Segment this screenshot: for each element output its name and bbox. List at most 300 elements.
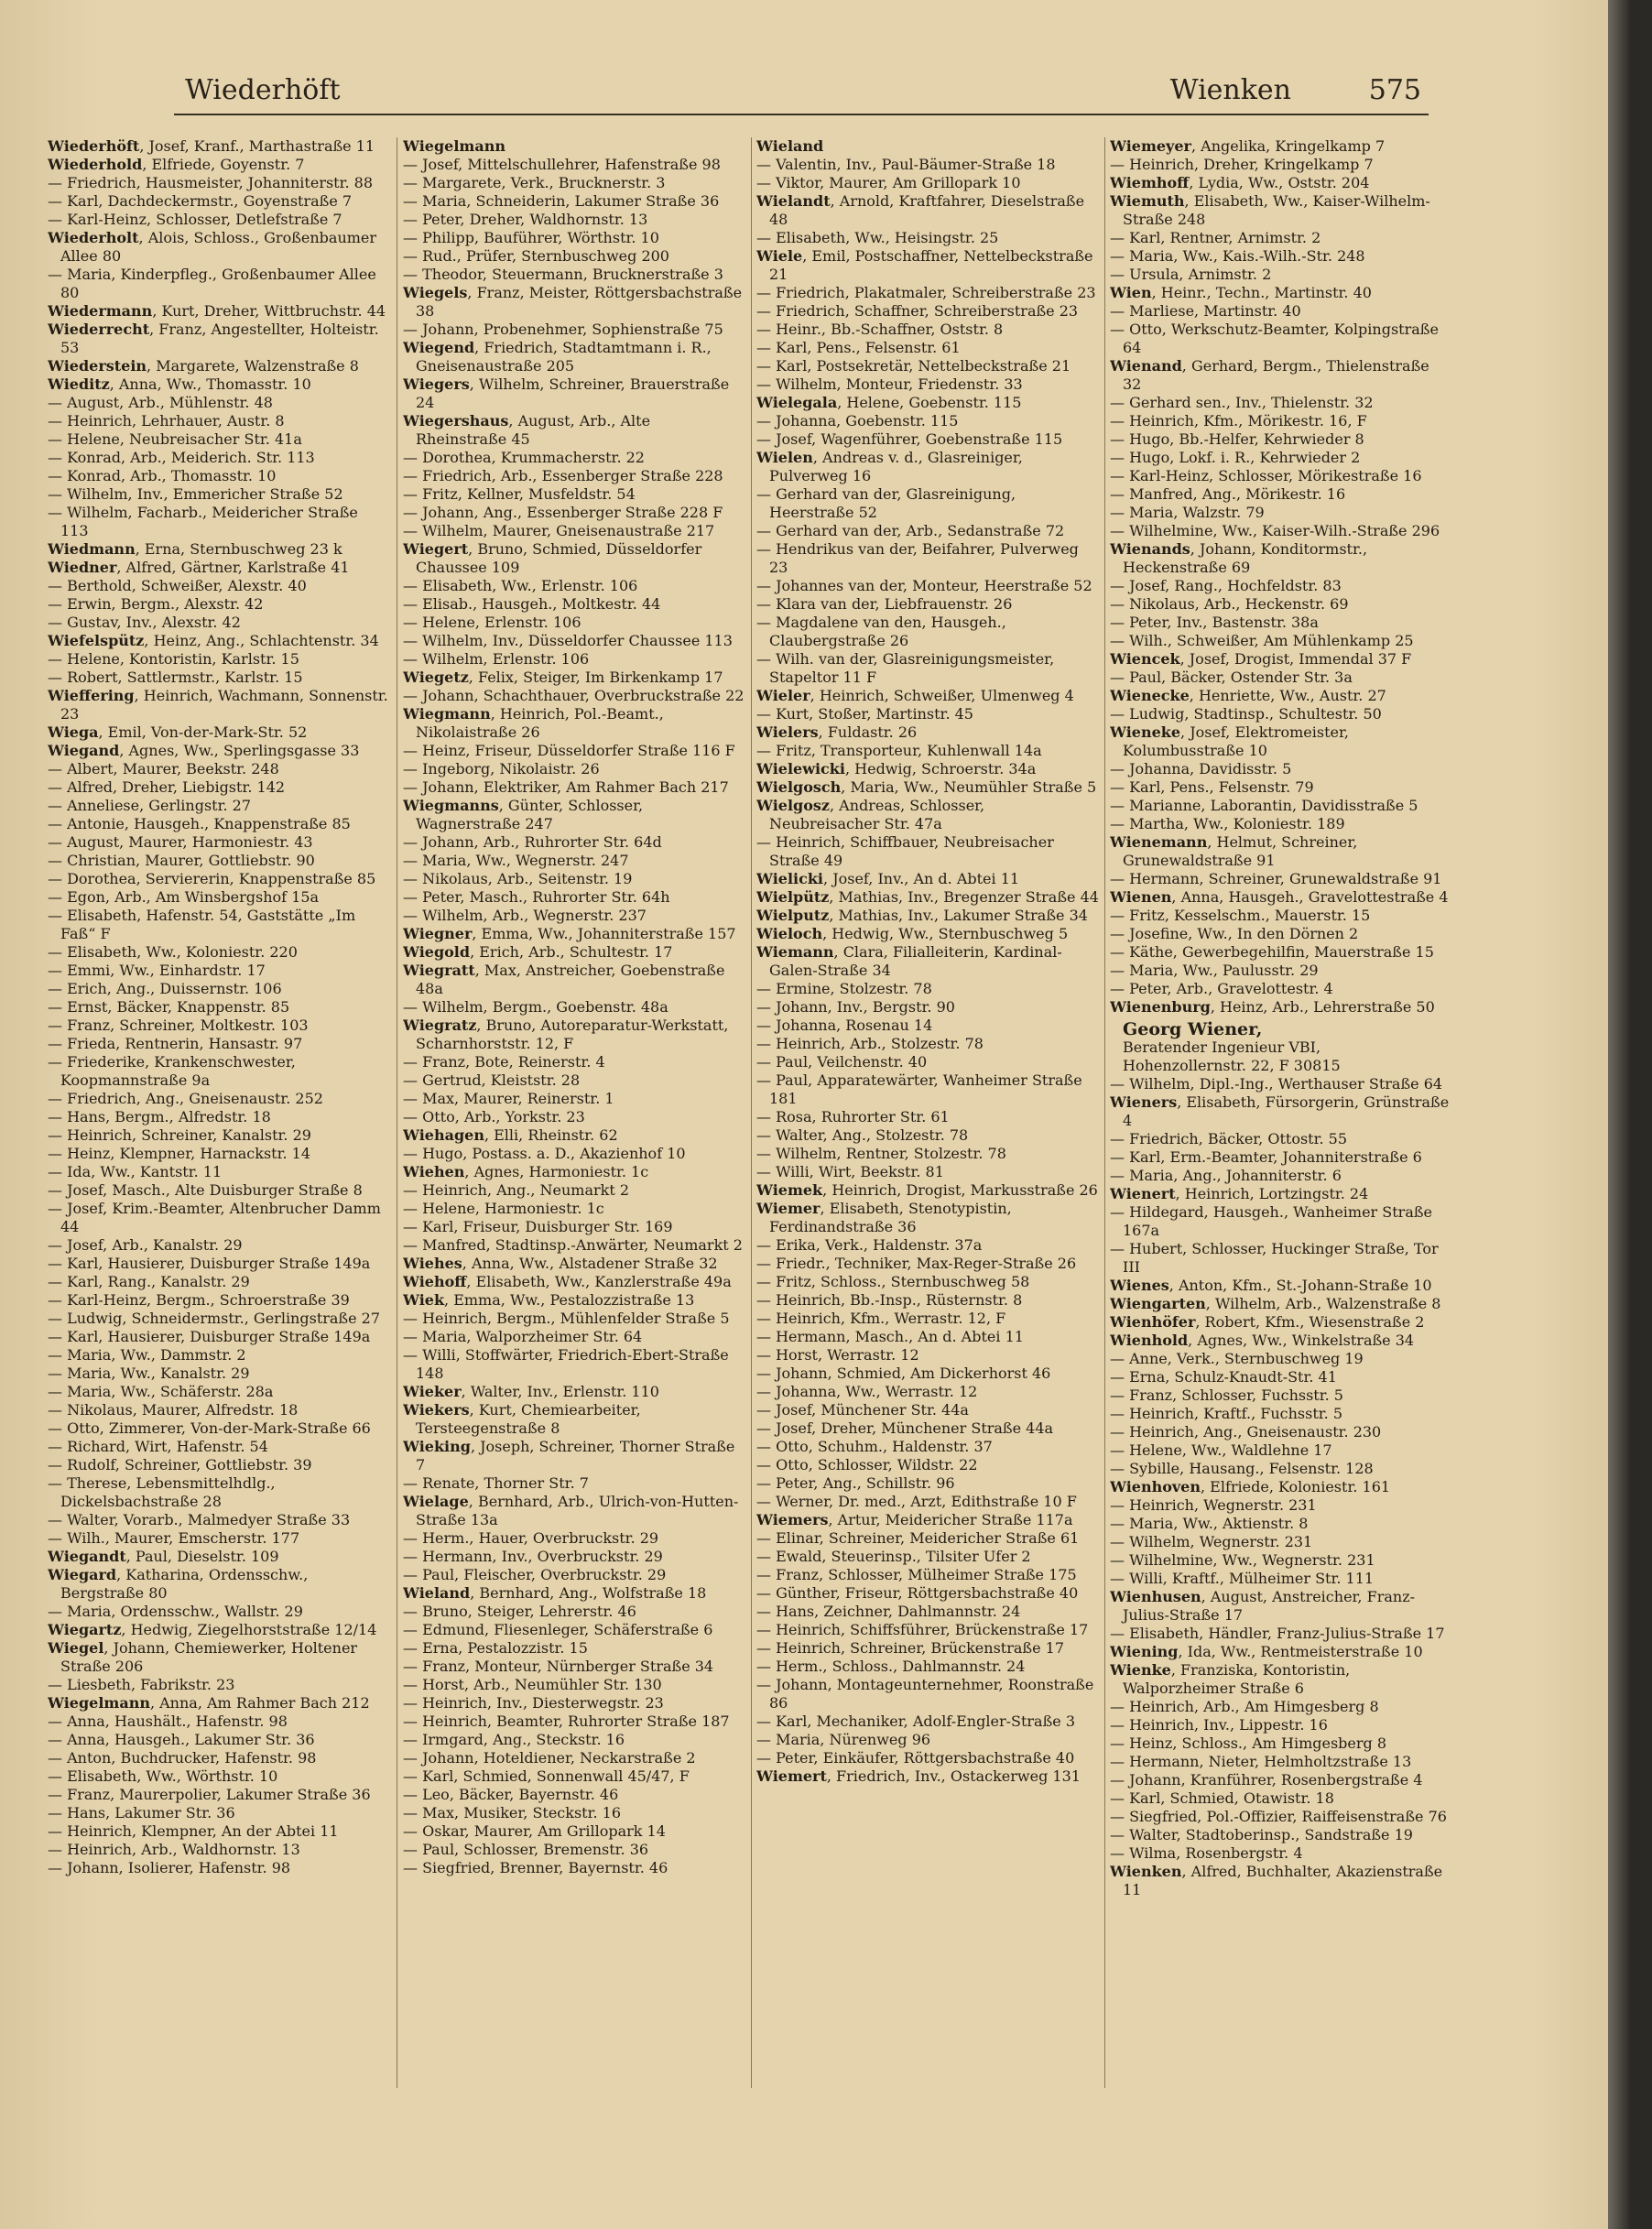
entry-details: — Peter, Einkäufer, Röttgersbachstraße 40 bbox=[756, 1749, 1075, 1767]
directory-entry bbox=[403, 1474, 745, 1493]
directory-entry bbox=[756, 540, 1099, 577]
entry-details: , Felix, Steiger, Im Birkenkamp 17 bbox=[468, 669, 723, 686]
directory-entry bbox=[756, 156, 1099, 174]
directory-entry bbox=[48, 559, 390, 577]
directory-entry bbox=[1110, 137, 1452, 156]
directory-entry bbox=[48, 137, 390, 156]
directory-entry bbox=[1110, 1167, 1452, 1185]
entry-details: — Friedrich, Schaffner, Schreiberstraße 23 bbox=[756, 302, 1079, 320]
directory-entry bbox=[1110, 888, 1452, 907]
entry-details: , Heinz, Arb., Lehrerstraße 50 bbox=[1210, 998, 1435, 1016]
entry-details: , Heinrich, Wachmann, Sonnenstr. 23 bbox=[60, 687, 388, 723]
entry-details: — Johann, Schmied, Am Dickerhorst 46 bbox=[756, 1365, 1051, 1382]
directory-entry bbox=[403, 1310, 745, 1328]
directory-entry bbox=[48, 595, 390, 614]
entry-details: , Franz, Meister, Röttgersbachstraße 38 bbox=[416, 284, 743, 320]
entry-details: — Anne, Verk., Sternbuschweg 19 bbox=[1110, 1350, 1364, 1367]
directory-entry bbox=[756, 870, 1099, 888]
directory-entry bbox=[48, 687, 390, 723]
entry-details: — Renate, Thorner Str. 7 bbox=[403, 1474, 589, 1492]
directory-entry bbox=[1110, 321, 1452, 357]
entry-details: — Josef, Arb., Kanalstr. 29 bbox=[48, 1236, 243, 1254]
entry-details: — Otto, Arb., Yorkstr. 23 bbox=[403, 1108, 585, 1125]
entry-details: — Gerhard sen., Inv., Thielenstr. 32 bbox=[1110, 394, 1374, 411]
entry-details: — Erich, Ang., Duissernstr. 106 bbox=[48, 980, 282, 997]
directory-entry bbox=[1110, 1368, 1452, 1386]
directory-entry bbox=[756, 1713, 1099, 1731]
entry-details: — Walter, Vorarb., Malmedyer Straße 33 bbox=[48, 1511, 351, 1528]
entry-details: , Alois, Schloss., Großenbaumer Allee 80 bbox=[60, 229, 377, 265]
entry-details: — Peter, Dreher, Waldhornstr. 13 bbox=[403, 211, 648, 228]
entry-details: — Peter, Ang., Schillstr. 96 bbox=[756, 1474, 955, 1492]
directory-entry bbox=[756, 1511, 1099, 1529]
directory-entry bbox=[48, 1767, 390, 1786]
entry-details: , Mathias, Inv., Bregenzer Straße 44 bbox=[829, 888, 1099, 906]
entry-details: — Paul, Fleischer, Overbruckstr. 29 bbox=[403, 1566, 667, 1583]
directory-entry bbox=[48, 302, 390, 321]
entry-surname: Wienhöfer bbox=[1110, 1313, 1196, 1331]
entry-details: , Heinrich, Drogist, Markusstraße 26 bbox=[822, 1181, 1098, 1199]
entry-details: , Franz, Angestellter, Holteistr. 53 bbox=[60, 321, 379, 356]
entry-details: — Hermann, Nieter, Helmholtzstraße 13 bbox=[1110, 1753, 1412, 1770]
directory-entry bbox=[1110, 522, 1452, 540]
directory-entry bbox=[1110, 705, 1452, 723]
directory-entry bbox=[1110, 1130, 1452, 1148]
directory-entry bbox=[1110, 1844, 1452, 1863]
directory-entry bbox=[1110, 1240, 1452, 1277]
directory-entry bbox=[756, 1383, 1099, 1401]
directory-entry bbox=[48, 815, 390, 833]
entry-surname: Wiemer bbox=[756, 1200, 821, 1217]
entry-details: — Valentin, Inv., Paul-Bäumer-Straße 18 bbox=[756, 156, 1056, 173]
directory-entry bbox=[756, 284, 1099, 302]
entry-details: , Kurt, Dreher, Wittbruchstr. 44 bbox=[152, 302, 386, 320]
entry-details: — Horst, Werrastr. 12 bbox=[756, 1346, 919, 1364]
directory-entry bbox=[403, 1749, 745, 1767]
directory-entry bbox=[756, 1365, 1099, 1383]
entry-details: — Willi, Wirt, Beekstr. 81 bbox=[756, 1163, 944, 1180]
directory-entry bbox=[756, 1676, 1099, 1713]
entry-details: , Wilhelm, Schreiner, Brauerstraße 24 bbox=[416, 375, 730, 411]
entry-surname: Wiele bbox=[756, 247, 803, 265]
entry-details: , Günter, Schlosser, Wagnerstraße 247 bbox=[416, 797, 644, 832]
entry-surname: Wiegert bbox=[403, 540, 469, 558]
entry-details: — Maria, Ww., Kais.-Wilh.-Str. 248 bbox=[1110, 247, 1365, 265]
directory-entry bbox=[1110, 1588, 1452, 1625]
entry-surname: Wiegold bbox=[403, 943, 471, 961]
entry-details: , Josef, Inv., An d. Abtei 11 bbox=[823, 870, 1020, 887]
entry-details: — Wilhelm, Rentner, Stolzestr. 78 bbox=[756, 1145, 1006, 1162]
entry-details: — Karl, Hausierer, Duisburger Straße 149a bbox=[48, 1255, 371, 1272]
entry-surname: Wiegend bbox=[403, 339, 475, 356]
entry-details: — August, Arb., Mühlenstr. 48 bbox=[48, 394, 273, 411]
directory-entry bbox=[756, 174, 1099, 192]
entry-surname: Wieland bbox=[756, 137, 824, 155]
entry-details: — Wilhelm, Bergm., Goebenstr. 48a bbox=[403, 998, 668, 1016]
entry-details: , Alfred, Gärtner, Karlstraße 41 bbox=[116, 559, 350, 576]
entry-surname: Wiederhöft bbox=[48, 137, 140, 155]
entry-details: , Andreas, Schlosser, Neubreisacher Str. 47a bbox=[769, 797, 985, 832]
entry-details: , Henriette, Ww., Austr. 27 bbox=[1189, 687, 1386, 704]
entry-details: — Wilh., Schweißer, Am Mühlenkamp 25 bbox=[1110, 632, 1414, 649]
entry-details: — Heinrich, Bergm., Mühlenfelder Straße 5 bbox=[403, 1310, 730, 1327]
entry-details: — Alfred, Dreher, Liebigstr. 142 bbox=[48, 778, 286, 796]
entry-surname: Wiemek bbox=[756, 1181, 823, 1199]
entry-surname: Wiegartz bbox=[48, 1621, 122, 1638]
entry-details: — Hildegard, Hausgeh., Wanheimer Straße 167a bbox=[1110, 1203, 1433, 1239]
entry-details: — Karl-Heinz, Bergm., Schroerstraße 39 bbox=[48, 1291, 350, 1309]
directory-entry bbox=[403, 504, 745, 522]
header-first-name: Wiederhöft bbox=[185, 74, 341, 106]
directory-entry bbox=[756, 833, 1099, 870]
entry-details: — Josef, Rang., Hochfeldstr. 83 bbox=[1110, 577, 1342, 594]
entry-surname: Wiegers bbox=[403, 375, 470, 393]
directory-entry bbox=[48, 1859, 390, 1877]
directory-entry bbox=[403, 485, 745, 504]
entry-details: — Heinrich, Schiffsführer, Brückenstraße 17 bbox=[756, 1621, 1089, 1638]
directory-entry bbox=[48, 797, 390, 815]
directory-entry bbox=[1110, 430, 1452, 449]
directory-entry bbox=[403, 1566, 745, 1584]
column-3 bbox=[756, 137, 1099, 2102]
entry-details: — Frieda, Rentnerin, Hansastr. 97 bbox=[48, 1035, 303, 1052]
directory-entry bbox=[403, 192, 745, 211]
entry-details: , Helene, Goebenstr. 115 bbox=[837, 394, 1022, 411]
directory-entry bbox=[403, 1255, 745, 1273]
entry-surname: Wiegard bbox=[48, 1566, 117, 1583]
directory-entry bbox=[1110, 1148, 1452, 1167]
entry-details: — Otto, Schlosser, Wildstr. 22 bbox=[756, 1456, 978, 1473]
entry-details: — Heinrich, Beamter, Ruhrorter Straße 187 bbox=[403, 1713, 730, 1730]
directory-entry bbox=[1110, 1386, 1452, 1405]
directory-entry bbox=[403, 907, 745, 925]
entry-surname: Wiengarten bbox=[1110, 1295, 1206, 1312]
directory-entry bbox=[756, 1584, 1099, 1603]
entry-details: — Theodor, Steuermann, Brucknerstraße 3 bbox=[403, 266, 723, 283]
entry-details: — Helene, Neubreisacher Str. 41a bbox=[48, 430, 302, 448]
entry-details: — Anna, Haushält., Hafenstr. 98 bbox=[48, 1713, 288, 1730]
directory-entry bbox=[756, 1438, 1099, 1456]
directory-entry bbox=[1110, 1277, 1452, 1295]
directory-entry bbox=[1110, 962, 1452, 980]
entry-details: , Bruno, Schmied, Düsseldorfer Chaussee 109 bbox=[416, 540, 702, 576]
entry-surname: Wiegelmann bbox=[48, 1694, 150, 1712]
entry-details: — Friedrich, Ang., Gneisenaustr. 252 bbox=[48, 1090, 323, 1107]
entry-details: — Franz, Maurerpolier, Lakumer Straße 36 bbox=[48, 1786, 371, 1803]
directory-entry bbox=[403, 852, 745, 870]
entry-surname: Wiedner bbox=[48, 559, 117, 576]
entry-details: — Johann, Schachthauer, Overbruckstraße 22 bbox=[403, 687, 744, 704]
entry-details: — Karl, Pens., Felsenstr. 79 bbox=[1110, 778, 1314, 796]
directory-entry bbox=[756, 797, 1099, 833]
entry-details: — Gustav, Inv., Alexstr. 42 bbox=[48, 614, 241, 631]
directory-entry bbox=[756, 1474, 1099, 1493]
directory-entry bbox=[756, 1456, 1099, 1474]
entry-details: — Heinz, Friseur, Düsseldorfer Straße 116 F bbox=[403, 742, 735, 759]
entry-details: — Robert, Sattlermstr., Karlstr. 15 bbox=[48, 669, 303, 686]
entry-details: — Maria, Ww., Paulusstr. 29 bbox=[1110, 962, 1319, 979]
entry-details: — Willi, Kraftf., Mülheimer Str. 111 bbox=[1110, 1570, 1375, 1587]
directory-entry bbox=[1110, 357, 1452, 394]
directory-entry bbox=[403, 1346, 745, 1383]
directory-entry bbox=[403, 705, 745, 742]
entry-details: — Maria, Kinderpfleg., Großenbaumer Allee 80 bbox=[48, 266, 376, 301]
column-divider bbox=[751, 137, 752, 2088]
entry-details: — Heinrich, Schiffbauer, Neubreisacher Straße 49 bbox=[756, 833, 1054, 869]
entry-details: — Walter, Stadtoberinsp., Sandstraße 19 bbox=[1110, 1826, 1413, 1843]
directory-entry bbox=[403, 1163, 745, 1181]
entry-details: — Karl-Heinz, Schlosser, Mörikestraße 16 bbox=[1110, 467, 1422, 484]
entry-details: , Elisabeth, Ww., Kaiser-Wilhelm-Straße 248 bbox=[1123, 192, 1430, 228]
entry-details: , Johann, Konditormstr., Heckenstraße 69 bbox=[1123, 540, 1368, 576]
directory-entry bbox=[403, 870, 745, 888]
entry-details: — Hermann, Inv., Overbruckstr. 29 bbox=[403, 1548, 663, 1565]
directory-entry bbox=[1110, 1441, 1452, 1460]
directory-entry bbox=[403, 412, 745, 449]
directory-entry bbox=[48, 1383, 390, 1401]
directory-entry bbox=[403, 321, 745, 339]
directory-entry bbox=[1110, 1515, 1452, 1533]
entry-details: — Maria, Ww., Aktienstr. 8 bbox=[1110, 1515, 1309, 1532]
directory-entry bbox=[1110, 1075, 1452, 1093]
entry-details: — Johann, Inv., Bergstr. 90 bbox=[756, 998, 955, 1016]
directory-entry bbox=[403, 1584, 745, 1603]
entry-details: — Erika, Verk., Haldenstr. 37a bbox=[756, 1236, 983, 1254]
entry-details: — Martha, Ww., Koloniestr. 189 bbox=[1110, 815, 1345, 832]
directory-entry bbox=[48, 1694, 390, 1713]
entry-details: — Wilh. van der, Glasreinigungsmeister, Stapeltor 11 F bbox=[756, 650, 1055, 686]
entry-details: — Fritz, Kellner, Musfeldstr. 54 bbox=[403, 485, 636, 503]
entry-details: , Heinrich, Pol.-Beamt., Nikolaistraße 26 bbox=[416, 705, 664, 741]
entry-surname: Wienhusen bbox=[1110, 1588, 1201, 1605]
entry-details: — Horst, Arb., Neumühler Str. 130 bbox=[403, 1676, 662, 1693]
directory-entry bbox=[48, 1566, 390, 1603]
directory-entry bbox=[756, 247, 1099, 284]
entry-details: — Peter, Inv., Bastenstr. 38a bbox=[1110, 614, 1319, 631]
directory-entry bbox=[403, 1145, 745, 1163]
entry-surname: Wiehagen bbox=[403, 1126, 484, 1144]
entry-details: — Maria, Ang., Johanniterstr. 6 bbox=[1110, 1167, 1342, 1184]
directory-entry bbox=[1110, 1478, 1452, 1496]
directory-entry bbox=[48, 449, 390, 467]
directory-entry bbox=[403, 1328, 745, 1346]
directory-entry bbox=[1110, 870, 1452, 888]
entry-details: , Anna, Am Rahmer Bach 212 bbox=[149, 1694, 370, 1712]
entry-details: — Wilhelm, Inv., Emmericher Straße 52 bbox=[48, 485, 343, 503]
entry-details: — Heinrich, Bb.-Insp., Rüsternstr. 8 bbox=[756, 1291, 1023, 1309]
entry-details: , Anton, Kfm., St.-Johann-Straße 10 bbox=[1168, 1277, 1432, 1294]
entry-details: , Emma, Ww., Pestalozzistraße 13 bbox=[444, 1291, 695, 1309]
featured-entry-line: Hohenzollernstr. 22, F 30815 bbox=[1123, 1057, 1341, 1074]
entry-surname: Wiegand bbox=[48, 742, 120, 759]
directory-entry bbox=[48, 907, 390, 943]
entry-details: — Franz, Monteur, Nürnberger Straße 34 bbox=[403, 1658, 714, 1675]
entry-details: — Richard, Wirt, Hafenstr. 54 bbox=[48, 1438, 268, 1455]
directory-entry bbox=[1110, 687, 1452, 705]
directory-entry bbox=[756, 1017, 1099, 1035]
directory-entry bbox=[756, 1658, 1099, 1676]
directory-entry bbox=[48, 504, 390, 540]
entry-details: , Katharina, Ordensschw., Bergstraße 80 bbox=[60, 1566, 309, 1602]
entry-details: — Konrad, Arb., Meiderich. Str. 113 bbox=[48, 449, 315, 466]
entry-surname: Wienhoven bbox=[1110, 1478, 1201, 1495]
entry-details: , Hedwig, Schroerstr. 34a bbox=[844, 760, 1037, 777]
entry-details: — Ermine, Stolzestr. 78 bbox=[756, 980, 932, 997]
entry-surname: Wienert bbox=[1110, 1185, 1176, 1202]
directory-entry bbox=[48, 980, 390, 998]
directory-entry bbox=[48, 375, 390, 394]
entry-details: — Johann, Hoteldiener, Neckarstraße 2 bbox=[403, 1749, 696, 1767]
entry-details: — Emmi, Ww., Einhardstr. 17 bbox=[48, 962, 266, 979]
directory-entry bbox=[403, 1401, 745, 1438]
directory-entry bbox=[756, 1621, 1099, 1639]
directory-entry bbox=[756, 1493, 1099, 1511]
entry-details: , Robert, Kfm., Wiesenstraße 2 bbox=[1195, 1313, 1425, 1331]
entry-details: — Ursula, Arnimstr. 2 bbox=[1110, 266, 1272, 283]
entry-details: , Hedwig, Ziegelhorststraße 12/14 bbox=[121, 1621, 377, 1638]
entry-details: — Maria, Ww., Wegnerstr. 247 bbox=[403, 852, 629, 869]
directory-entry bbox=[756, 925, 1099, 943]
entry-details: — Anton, Buchdrucker, Hafenstr. 98 bbox=[48, 1749, 317, 1767]
entry-details: — Josef, Mittelschullehrer, Hafenstraße 98 bbox=[403, 156, 721, 173]
directory-entry bbox=[48, 229, 390, 266]
entry-details: — Peter, Masch., Ruhrorter Str. 64h bbox=[403, 888, 670, 906]
directory-entry bbox=[403, 1017, 745, 1053]
entry-details: , Erna, Sternbuschweg 23 k bbox=[135, 540, 342, 558]
entry-details: — Albert, Maurer, Beekstr. 248 bbox=[48, 760, 279, 777]
directory-entry bbox=[756, 687, 1099, 705]
directory-entry bbox=[48, 1786, 390, 1804]
directory-entry bbox=[756, 1767, 1099, 1786]
entry-details: — Johann, Kranführer, Rosenbergstraße 4 bbox=[1110, 1771, 1423, 1789]
entry-details: — Ludwig, Schneidermstr., Gerlingstraße 27 bbox=[48, 1310, 381, 1327]
entry-details: , Josef, Elektromeister, Kolumbusstraße 10 bbox=[1123, 723, 1349, 759]
entry-details: — Gerhard van der, Arb., Sedanstraße 72 bbox=[756, 522, 1065, 539]
entry-details: — Elisabeth, Händler, Franz-Julius-Straße 17 bbox=[1110, 1625, 1445, 1642]
entry-details: — Karl, Postsekretär, Nettelbeckstraße 21 bbox=[756, 357, 1071, 375]
entry-surname: Wieler bbox=[756, 687, 810, 704]
entry-details: — Manfred, Ang., Mörikestr. 16 bbox=[1110, 485, 1346, 503]
entry-details: , Helmut, Schreiner, Grunewaldstraße 91 bbox=[1123, 833, 1358, 869]
entry-details: — Hans, Bergm., Alfredstr. 18 bbox=[48, 1108, 271, 1125]
directory-entry bbox=[756, 1126, 1099, 1145]
entry-surname: Wieland bbox=[403, 1584, 471, 1602]
entry-details: — Fritz, Kesselschm., Mauerstr. 15 bbox=[1110, 907, 1371, 924]
directory-entry bbox=[756, 1603, 1099, 1621]
directory-entry bbox=[756, 1236, 1099, 1255]
entry-surname: Wiegelmann bbox=[403, 137, 505, 155]
directory-entry bbox=[403, 1713, 745, 1731]
directory-entry bbox=[1110, 412, 1452, 430]
entry-details: , Anna, Hausgeh., Gravelottestraße 4 bbox=[1171, 888, 1449, 906]
entry-surname: Wienke bbox=[1110, 1661, 1171, 1679]
directory-entry bbox=[756, 1181, 1099, 1200]
entry-details: , Agnes, Ww., Sperlingsgasse 33 bbox=[119, 742, 360, 759]
entry-details: , Heinz, Ang., Schlachtenstr. 34 bbox=[144, 632, 379, 649]
directory-entry bbox=[1110, 1716, 1452, 1734]
directory-entry bbox=[403, 797, 745, 833]
entry-details: — Johanna, Rosenau 14 bbox=[756, 1017, 933, 1034]
directory-entry bbox=[48, 1053, 390, 1090]
directory-entry bbox=[756, 1255, 1099, 1273]
directory-entry bbox=[403, 1383, 745, 1401]
entry-details: — Hermann, Masch., An d. Abtei 11 bbox=[756, 1328, 1024, 1345]
directory-entry bbox=[756, 742, 1099, 760]
directory-entry bbox=[1110, 595, 1452, 614]
directory-entry bbox=[756, 430, 1099, 449]
directory-entry bbox=[1110, 1643, 1452, 1661]
entry-details: — Manfred, Stadtinsp.-Anwärter, Neumarkt 2 bbox=[403, 1236, 743, 1254]
directory-entry bbox=[403, 595, 745, 614]
directory-entry bbox=[1110, 614, 1452, 632]
directory-entry bbox=[403, 174, 745, 192]
entry-details: — Friederike, Krankenschwester, Koopmannstraße 9a bbox=[48, 1053, 296, 1089]
entry-details: — Maria, Walporzheimer Str. 64 bbox=[403, 1328, 643, 1345]
directory-entry bbox=[1110, 247, 1452, 266]
directory-entry bbox=[1110, 266, 1452, 284]
entry-surname: Wiegetz bbox=[403, 669, 469, 686]
entry-details: — Walter, Ang., Stolzestr. 78 bbox=[756, 1126, 969, 1144]
entry-surname: Wienenburg bbox=[1110, 998, 1211, 1016]
directory-entry bbox=[1110, 1405, 1452, 1423]
directory-entry bbox=[1110, 1185, 1452, 1203]
directory-entry bbox=[403, 1767, 745, 1786]
entry-surname: Wiegel bbox=[48, 1639, 104, 1657]
entry-surname: Wienand bbox=[1110, 357, 1182, 375]
directory-entry bbox=[403, 1071, 745, 1090]
entry-details: — Karl, Friseur, Duisburger Str. 169 bbox=[403, 1218, 673, 1235]
entry-details: — Willi, Stoffwärter, Friedrich-Ebert-Straße 148 bbox=[403, 1346, 729, 1382]
directory-entry bbox=[403, 1126, 745, 1145]
directory-entry bbox=[756, 1035, 1099, 1053]
entry-details: , Emma, Ww., Johanniterstraße 157 bbox=[472, 925, 736, 942]
directory-entry bbox=[48, 266, 390, 302]
entry-surname: Wienhold bbox=[1110, 1332, 1189, 1349]
entry-surname: Wieker bbox=[403, 1383, 462, 1400]
entry-details: — Peter, Arb., Gravelottestr. 4 bbox=[1110, 980, 1333, 997]
directory-entry bbox=[403, 1841, 745, 1859]
directory-entry bbox=[1110, 1496, 1452, 1515]
directory-entry bbox=[756, 1346, 1099, 1365]
directory-entry bbox=[48, 852, 390, 870]
entry-details: , Hedwig, Ww., Sternbuschweg 5 bbox=[822, 925, 1069, 942]
entry-details: — Heinrich, Kfm., Mörikestr. 16, F bbox=[1110, 412, 1367, 429]
directory-entry bbox=[1110, 760, 1452, 778]
entry-details: — Wilhelm, Maurer, Gneisenaustraße 217 bbox=[403, 522, 715, 539]
directory-entry bbox=[403, 669, 745, 687]
entry-details: — Helene, Kontoristin, Karlstr. 15 bbox=[48, 650, 299, 668]
directory-entry bbox=[48, 412, 390, 430]
entry-details: , Artur, Meidericher Straße 117a bbox=[828, 1511, 1073, 1528]
directory-entry bbox=[756, 485, 1099, 522]
entry-details: — Paul, Veilchenstr. 40 bbox=[756, 1053, 928, 1071]
entry-details: — Otto, Werkschutz-Beamter, Kolpingstraße 64 bbox=[1110, 321, 1439, 356]
entry-surname: Wiencek bbox=[1110, 650, 1180, 668]
entry-details: , August, Anstreicher, Franz-Julius-Straße 17 bbox=[1123, 1588, 1416, 1624]
entry-details: , Gerhard, Bergm., Thielenstraße 32 bbox=[1123, 357, 1429, 393]
directory-entry bbox=[756, 375, 1099, 394]
directory-entry bbox=[48, 1236, 390, 1255]
entry-surname: Wielicki bbox=[756, 870, 824, 887]
entry-details: — Werner, Dr. med., Arzt, Edithstraße 10 F bbox=[756, 1493, 1077, 1510]
directory-entry bbox=[1110, 907, 1452, 925]
entry-details: , Johann, Chemiewerker, Holtener Straße 206 bbox=[60, 1639, 358, 1675]
directory-entry bbox=[756, 357, 1099, 375]
entry-surname: Wienken bbox=[1110, 1863, 1182, 1880]
entry-details: — Klara van der, Liebfrauenstr. 26 bbox=[756, 595, 1013, 613]
directory-entry bbox=[48, 1749, 390, 1767]
directory-entry bbox=[1110, 1203, 1452, 1240]
